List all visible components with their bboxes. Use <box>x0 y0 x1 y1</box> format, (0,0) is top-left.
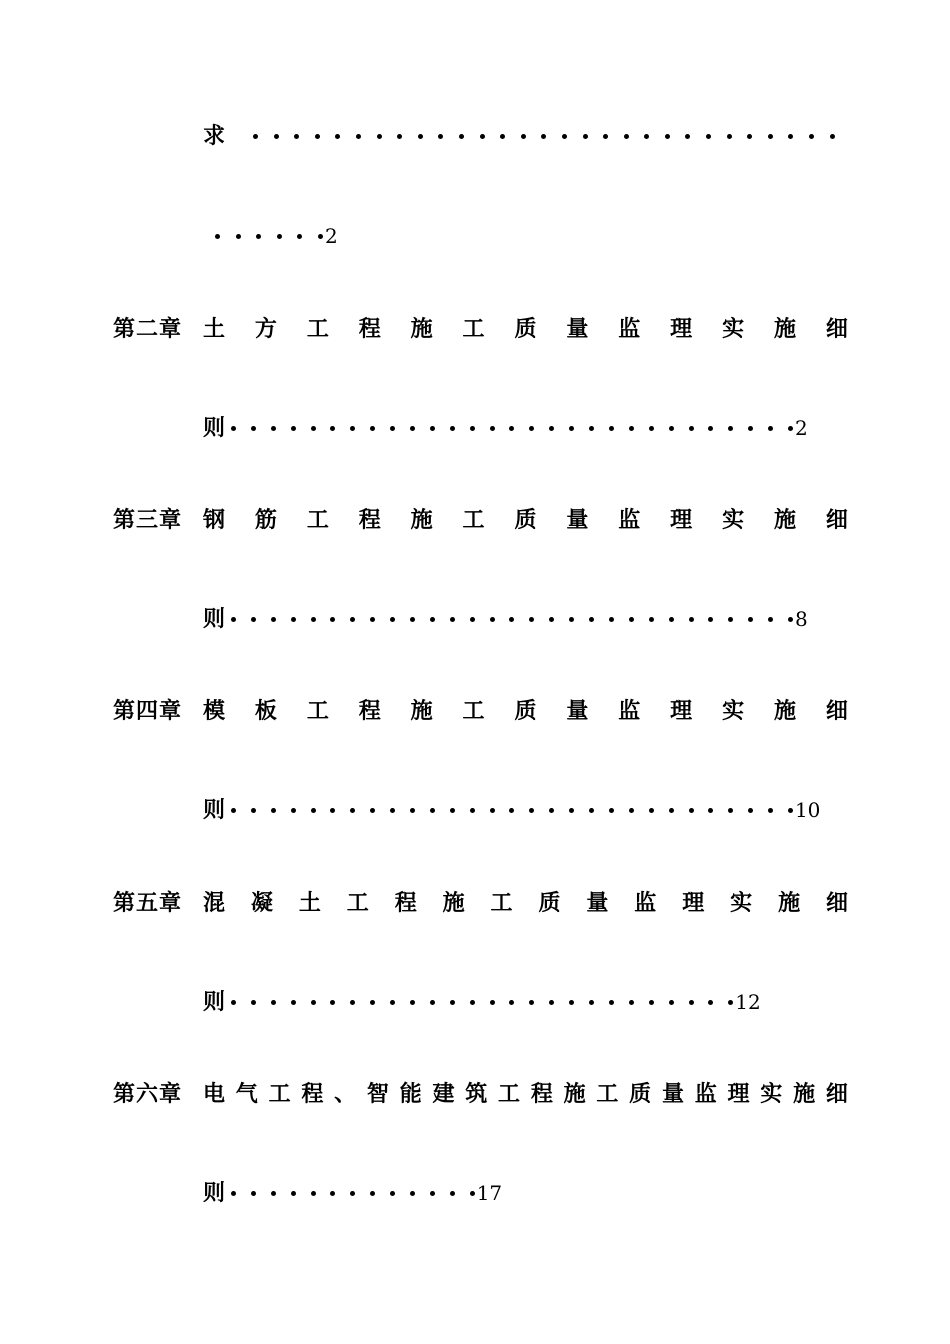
leader-dot <box>470 1000 475 1005</box>
chapter-title-tail: 则 <box>203 1180 226 1206</box>
leader-dot <box>629 1000 634 1005</box>
chapter-title-char: 程 <box>358 698 381 724</box>
chapter-title-char: 细 <box>825 507 848 533</box>
leader-dot <box>521 134 526 139</box>
leader-dot <box>418 134 423 139</box>
chapter-title <box>203 1074 848 1114</box>
leader-dot <box>430 426 435 431</box>
chapter-label: 第三章 <box>113 507 183 533</box>
leader-dot <box>669 426 674 431</box>
leader-dot <box>390 808 395 813</box>
leader-dot <box>450 808 455 813</box>
chapter-title-char: 工 <box>306 698 329 724</box>
leader-dot <box>370 426 375 431</box>
toc-entry-1-page-line[interactable] <box>209 216 338 256</box>
leader-dot <box>562 134 567 139</box>
leader-dot <box>727 134 732 139</box>
leader-dot <box>291 1000 296 1005</box>
chapter-title-char: 质 <box>538 890 561 916</box>
leader-dot <box>410 1191 415 1196</box>
leader-dot <box>311 617 316 622</box>
chapter-label: 第四章 <box>113 698 183 724</box>
leader-dot <box>390 426 395 431</box>
leader-dot <box>370 617 375 622</box>
leader-dot <box>541 134 546 139</box>
chapter-title-char: 工 <box>462 316 485 342</box>
toc-entry-chapter-5[interactable] <box>113 883 848 923</box>
chapter-title-char: 细 <box>825 890 848 916</box>
leader-dot <box>231 1000 236 1005</box>
toc-entry-chapter-2[interactable] <box>113 309 848 349</box>
leader-dot <box>470 617 475 622</box>
leader-dot <box>768 808 773 813</box>
toc-entry-chapter-6-continuation[interactable] <box>203 1173 502 1213</box>
leader-dot <box>748 808 753 813</box>
chapter-title-char: 施 <box>773 507 796 533</box>
leader-dot <box>356 134 361 139</box>
leader-dot <box>271 808 276 813</box>
leader-dot <box>490 1000 495 1005</box>
chapter-title-char: 施 <box>410 316 433 342</box>
chapter-title-char: 程 <box>394 890 417 916</box>
leader-dot <box>649 426 654 431</box>
leader-dot <box>370 1191 375 1196</box>
chapter-title-char: 监 <box>694 1081 717 1107</box>
leader-dot <box>470 426 475 431</box>
toc-entry-chapter-5-continuation[interactable] <box>203 982 761 1022</box>
leader-dot <box>311 808 316 813</box>
leader-dot <box>788 134 793 139</box>
leader-dot <box>689 808 694 813</box>
chapter-title-tail: 则 <box>203 797 226 823</box>
dot-leader <box>225 1191 475 1196</box>
toc-entry-chapter-4-continuation[interactable] <box>203 790 820 830</box>
leader-dot <box>589 808 594 813</box>
leader-dot <box>410 1000 415 1005</box>
leader-dot <box>788 617 793 622</box>
chapter-title-tail: 则 <box>203 606 226 632</box>
chapter-title-char: 程 <box>358 507 381 533</box>
chapter-title-char: 量 <box>566 507 589 533</box>
chapter-title-char: 质 <box>629 1081 652 1107</box>
leader-dot <box>549 1000 554 1005</box>
chapter-title-char: 工 <box>306 316 329 342</box>
leader-dot <box>490 617 495 622</box>
chapter-title-char: 模 <box>203 698 226 724</box>
leader-dot <box>430 1000 435 1005</box>
leader-dot <box>253 134 258 139</box>
chapter-title <box>203 309 848 349</box>
leader-dot <box>397 134 402 139</box>
chapter-title-char: 施 <box>773 698 796 724</box>
leader-dot <box>251 426 256 431</box>
leader-dot <box>706 134 711 139</box>
chapter-title-char: 实 <box>722 316 745 342</box>
chapter-title-char: 施 <box>778 890 801 916</box>
chapter-label: 第二章 <box>113 316 183 342</box>
leader-dot <box>215 234 220 239</box>
leader-dot <box>609 1000 614 1005</box>
leader-dot <box>569 426 574 431</box>
leader-dot <box>549 426 554 431</box>
leader-dot <box>450 1191 455 1196</box>
leader-dot <box>649 617 654 622</box>
chapter-title-char: 监 <box>618 316 641 342</box>
toc-entry-1-continuation <box>203 116 835 156</box>
leader-dot <box>669 808 674 813</box>
leader-dot <box>274 134 279 139</box>
chapter-title-char: 实 <box>722 507 745 533</box>
chapter-title-char: 土 <box>203 316 226 342</box>
chapter-title <box>203 691 848 731</box>
page-number: 17 <box>476 1181 503 1205</box>
leader-dot <box>297 234 302 239</box>
chapter-title-char: 实 <box>760 1081 783 1107</box>
leader-dot <box>529 808 534 813</box>
toc-entry-1-tail: 求 <box>203 123 226 149</box>
leader-dot <box>236 234 241 239</box>
leader-dot <box>311 426 316 431</box>
leader-dot <box>350 808 355 813</box>
chapter-title-char: 土 <box>298 890 321 916</box>
chapter-title-char: 能 <box>399 1081 422 1107</box>
leader-dot <box>390 1000 395 1005</box>
leader-dot <box>529 1000 534 1005</box>
leader-dot <box>509 808 514 813</box>
chapter-title-char: 程 <box>530 1081 553 1107</box>
leader-dot <box>251 808 256 813</box>
leader-dot <box>410 617 415 622</box>
chapter-title-char: 质 <box>514 698 537 724</box>
chapter-title-char: 施 <box>442 890 465 916</box>
leader-dot <box>291 426 296 431</box>
chapter-title-char: 理 <box>670 698 693 724</box>
toc-entry-chapter-2-continuation[interactable] <box>203 408 808 448</box>
chapter-title-char: 监 <box>618 698 641 724</box>
chapter-title-char: 量 <box>566 698 589 724</box>
leader-dot <box>311 1191 316 1196</box>
leader-dot <box>291 617 296 622</box>
chapter-title-tail: 则 <box>203 989 226 1015</box>
leader-dot <box>330 1191 335 1196</box>
chapter-title-char: 工 <box>490 890 513 916</box>
leader-dot <box>294 134 299 139</box>
leader-dot <box>450 426 455 431</box>
chapter-title-char: 施 <box>563 1081 586 1107</box>
leader-dot <box>459 134 464 139</box>
leader-dot <box>277 234 282 239</box>
leader-dot <box>315 134 320 139</box>
chapter-title-char: 量 <box>586 890 609 916</box>
leader-dot <box>251 1191 256 1196</box>
leader-dot <box>410 808 415 813</box>
page-number: 12 <box>735 990 761 1014</box>
chapter-title-char: 理 <box>682 890 705 916</box>
leader-dot <box>370 1000 375 1005</box>
leader-dot <box>788 808 793 813</box>
leader-dot <box>350 426 355 431</box>
leader-dot <box>728 1000 733 1005</box>
leader-dot <box>747 134 752 139</box>
leader-dot <box>350 1000 355 1005</box>
leader-dot <box>609 426 614 431</box>
leader-dot <box>728 808 733 813</box>
chapter-title-char: 工 <box>268 1081 291 1107</box>
leader-dot <box>708 426 713 431</box>
leader-dot <box>609 808 614 813</box>
toc-entry-chapter-6[interactable] <box>113 1074 848 1114</box>
leader-dot <box>644 134 649 139</box>
toc-entry-1-page-number: 2 <box>324 224 338 248</box>
leader-dot <box>689 1000 694 1005</box>
leader-dot <box>549 617 554 622</box>
chapter-title-char: 施 <box>773 316 796 342</box>
chapter-title-char: 工 <box>462 698 485 724</box>
leader-dot <box>500 134 505 139</box>
leader-dot <box>669 1000 674 1005</box>
chapter-title-char: 程 <box>301 1081 324 1107</box>
leader-dot <box>330 1000 335 1005</box>
leader-dot <box>509 617 514 622</box>
leader-dot <box>589 1000 594 1005</box>
leader-dot <box>685 134 690 139</box>
leader-dot <box>629 808 634 813</box>
chapter-title-char: 监 <box>634 890 657 916</box>
leader-dot <box>350 617 355 622</box>
leader-dot <box>708 1000 713 1005</box>
leader-dot <box>728 617 733 622</box>
chapter-title-char: 工 <box>346 890 369 916</box>
chapter-label: 第六章 <box>113 1081 183 1107</box>
leader-dot <box>410 426 415 431</box>
leader-dot <box>629 617 634 622</box>
leader-dot <box>430 808 435 813</box>
leader-dot <box>689 617 694 622</box>
page-number: 10 <box>794 798 821 822</box>
leader-dot <box>231 1191 236 1196</box>
chapter-title-char: 智 <box>366 1081 389 1107</box>
chapter-title-char: 混 <box>203 890 226 916</box>
chapter-title-char: 工 <box>498 1081 521 1107</box>
chapter-title-char: 细 <box>825 1081 848 1107</box>
leader-dot <box>809 134 814 139</box>
leader-dot <box>231 617 236 622</box>
dot-leader <box>225 426 793 431</box>
chapter-title-char: 理 <box>670 316 693 342</box>
dot-leader <box>209 234 323 239</box>
chapter-title-char: 工 <box>462 507 485 533</box>
chapter-title-char: 细 <box>825 316 848 342</box>
chapter-title-char: 工 <box>596 1081 619 1107</box>
leader-dot <box>256 234 261 239</box>
leader-dot <box>430 617 435 622</box>
leader-dot <box>649 1000 654 1005</box>
leader-dot <box>470 808 475 813</box>
chapter-title-char: 质 <box>514 507 537 533</box>
leader-dot <box>649 808 654 813</box>
leader-dot <box>311 1000 316 1005</box>
leader-dot <box>231 426 236 431</box>
leader-dot <box>509 1000 514 1005</box>
page-number: 2 <box>794 416 808 440</box>
chapter-title-char: 电 <box>203 1081 226 1107</box>
chapter-title-char: 、 <box>334 1081 357 1107</box>
chapter-title-char: 方 <box>254 316 277 342</box>
toc-entry-chapter-3-continuation[interactable] <box>203 599 808 639</box>
leader-dot <box>377 134 382 139</box>
leader-dot <box>480 134 485 139</box>
chapter-title-char: 理 <box>670 507 693 533</box>
chapter-title-char: 量 <box>566 316 589 342</box>
chapter-title-char: 量 <box>661 1081 684 1107</box>
chapter-title-char: 实 <box>730 890 753 916</box>
chapter-title-char: 质 <box>514 316 537 342</box>
leader-dot <box>350 1191 355 1196</box>
leader-dot <box>251 617 256 622</box>
leader-dot <box>330 426 335 431</box>
leader-dot <box>609 617 614 622</box>
toc-entry-chapter-3[interactable] <box>113 500 848 540</box>
leader-dot <box>335 134 340 139</box>
leader-dot <box>330 617 335 622</box>
leader-dot <box>470 1191 475 1196</box>
page-number: 8 <box>794 607 808 631</box>
leader-dot <box>490 426 495 431</box>
leader-dot <box>583 134 588 139</box>
chapter-title-char: 工 <box>306 507 329 533</box>
leader-dot <box>318 234 323 239</box>
leader-dot <box>509 426 514 431</box>
chapter-title-char: 施 <box>410 698 433 724</box>
leader-dot <box>768 617 773 622</box>
leader-dot <box>390 617 395 622</box>
leader-dot <box>430 1191 435 1196</box>
leader-dot <box>569 1000 574 1005</box>
leader-dot <box>669 617 674 622</box>
leader-dot <box>748 617 753 622</box>
leader-dot <box>271 1000 276 1005</box>
chapter-title-char: 筑 <box>465 1081 488 1107</box>
leader-dot <box>291 808 296 813</box>
chapter-title <box>203 500 848 540</box>
dot-leader <box>225 1000 733 1005</box>
leader-dot <box>450 617 455 622</box>
chapter-title-char: 钢 <box>203 507 226 533</box>
leader-dot <box>529 617 534 622</box>
leader-dot <box>665 134 670 139</box>
leader-dot <box>629 426 634 431</box>
leader-dot <box>748 426 753 431</box>
leader-dot <box>788 426 793 431</box>
leader-dot <box>251 1000 256 1005</box>
chapter-title-char: 气 <box>235 1081 258 1107</box>
leader-dot <box>569 617 574 622</box>
leader-dot <box>708 617 713 622</box>
toc-entry-chapter-4[interactable] <box>113 691 848 731</box>
chapter-title-char: 施 <box>793 1081 816 1107</box>
leader-dot <box>271 1191 276 1196</box>
leader-dot <box>768 426 773 431</box>
chapter-title-char: 施 <box>410 507 433 533</box>
leader-dot <box>529 426 534 431</box>
leader-dot <box>370 808 375 813</box>
chapter-title-tail: 则 <box>203 415 226 441</box>
chapter-title-char: 凝 <box>250 890 273 916</box>
leader-dot <box>549 808 554 813</box>
dot-leader <box>247 134 835 139</box>
leader-dot <box>589 617 594 622</box>
chapter-label: 第五章 <box>113 890 183 916</box>
leader-dot <box>291 1191 296 1196</box>
chapter-title-char: 程 <box>358 316 381 342</box>
chapter-title <box>203 883 848 923</box>
leader-dot <box>569 808 574 813</box>
leader-dot <box>450 1000 455 1005</box>
leader-dot <box>271 617 276 622</box>
chapter-title-char: 实 <box>722 698 745 724</box>
leader-dot <box>603 134 608 139</box>
leader-dot <box>624 134 629 139</box>
leader-dot <box>830 134 835 139</box>
chapter-title-char: 监 <box>618 507 641 533</box>
leader-dot <box>390 1191 395 1196</box>
leader-dot <box>231 808 236 813</box>
leader-dot <box>438 134 443 139</box>
leader-dot <box>271 426 276 431</box>
leader-dot <box>728 426 733 431</box>
chapter-title-char: 细 <box>825 698 848 724</box>
chapter-title-char: 板 <box>254 698 277 724</box>
leader-dot <box>708 808 713 813</box>
chapter-title-char: 建 <box>432 1081 455 1107</box>
leader-dot <box>490 808 495 813</box>
dot-leader <box>225 808 793 813</box>
leader-dot <box>589 426 594 431</box>
leader-dot <box>768 134 773 139</box>
chapter-title-char: 理 <box>727 1081 750 1107</box>
leader-dot <box>330 808 335 813</box>
dot-leader <box>225 617 793 622</box>
leader-dot <box>689 426 694 431</box>
chapter-title-char: 筋 <box>254 507 277 533</box>
